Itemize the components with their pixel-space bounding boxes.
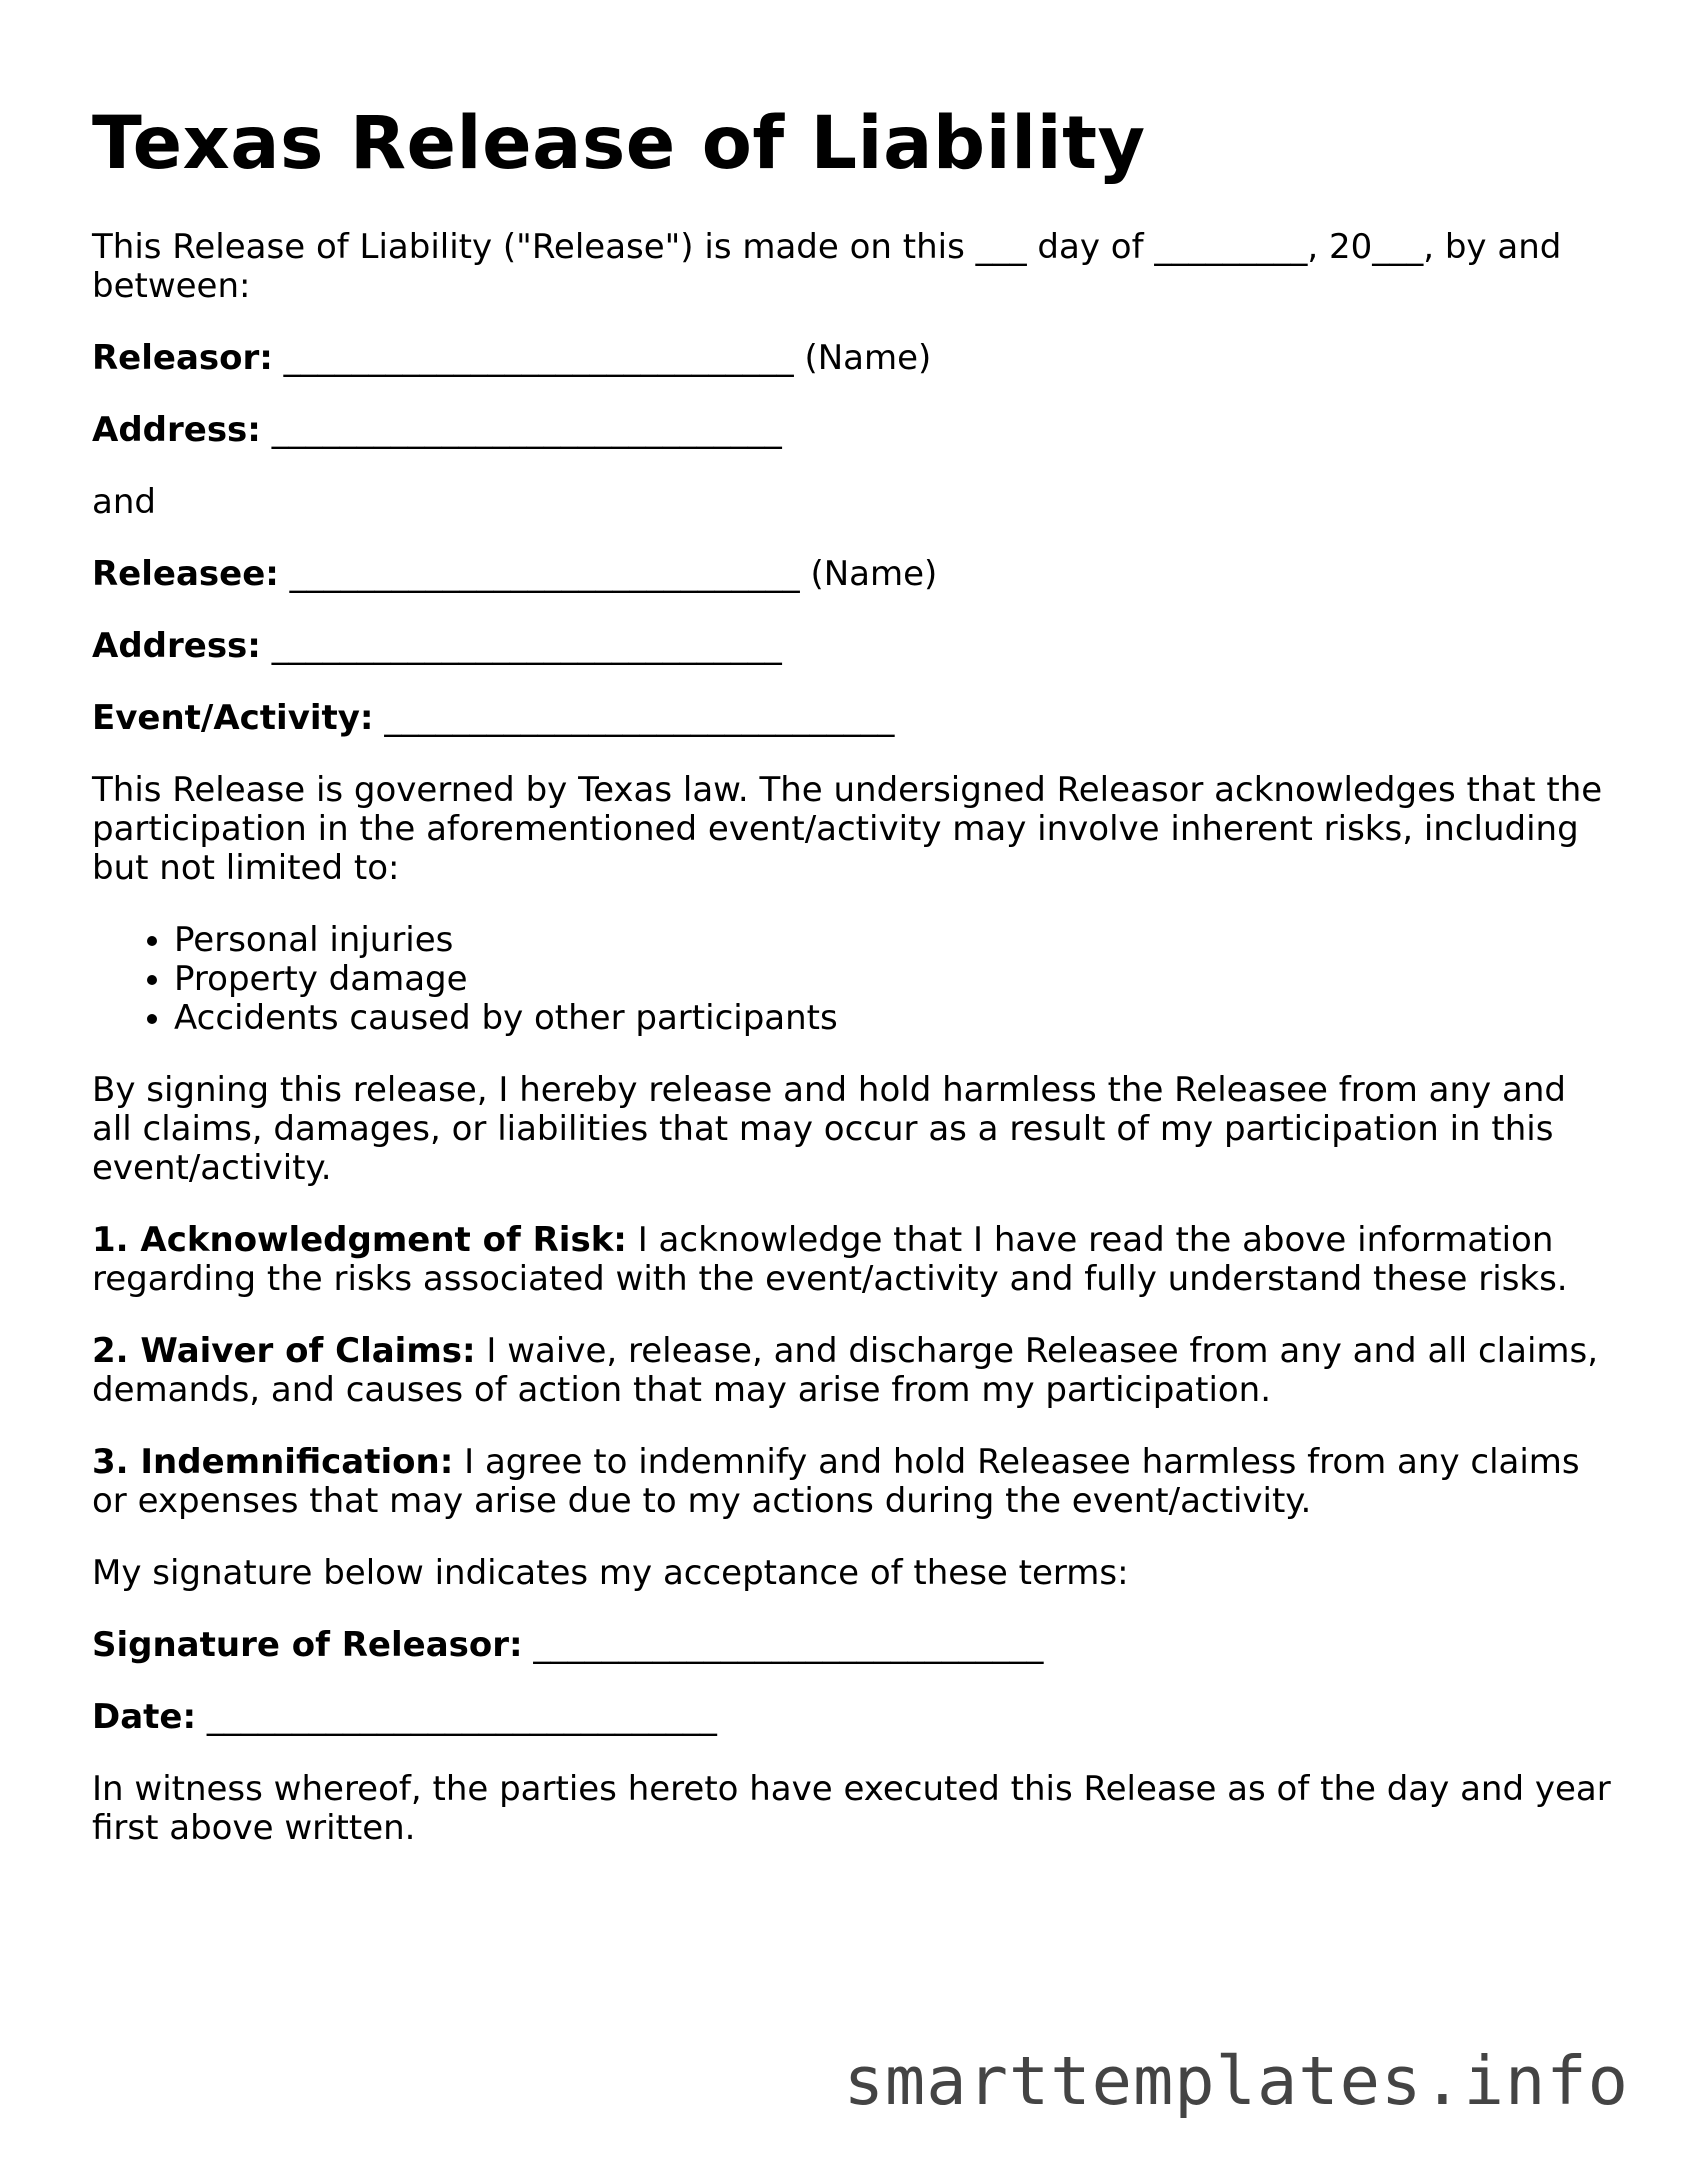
clause-text: I acknowledge that I have read the above information regarding the risks associated with the event/activity and fully understand these risks. [92,1219,1568,1299]
clause-label: 1. Acknowledgment of Risk: [92,1219,627,1260]
clause-text: I agree to indemnify and hold Releasee harmless from any claims or expenses that may arise due to my actions during the event/activity. [92,1441,1580,1521]
watermark: smarttemplates.info [843,2042,1629,2120]
document-title: Texas Release of Liability [92,101,1146,186]
releasee-label: Releasee: [92,553,279,594]
governing-law-paragraph: This Release is governed by Texas law. The undersigned Releasor acknowledges that the participation in the aforementioned event/activity may involve inherent risks, including but not limited to: [92,769,1603,888]
releasor-address-blank: ______________________________ [260,409,782,450]
signature-label: Signature of Releasor: [92,1624,523,1665]
intro-paragraph: This Release of Liability ("Release") is made on this ___ day of _________, 20___, by and between: [92,226,1562,306]
clause-text: I waive, release, and discharge Releasee from any and all claims, demands, and causes of action that may arise from my participation. [92,1330,1599,1410]
releasor-address-field [92,411,1612,450]
clause-label: 3. Indemnification: [92,1441,454,1482]
releasee-address-blank: ______________________________ [260,625,782,666]
clause-label: 2. Waiver of Claims: [92,1330,476,1371]
releasor-blank: ______________________________ (Name) [272,337,932,378]
signature-blank: ______________________________ [522,1624,1044,1665]
witness-paragraph: In witness whereof, the parties hereto have executed this Release as of the day and year first above written. [92,1768,1611,1848]
event-activity-blank: ______________________________ [373,697,895,738]
event-activity-label: Event/Activity: [92,697,374,738]
risks-list [92,921,1612,1038]
releasee-address-label: Address: [92,625,261,666]
releasor-address-label: Address: [92,409,261,450]
releasee-field [92,555,1612,594]
document-page [92,100,1612,1881]
releasor-label: Releasor: [92,337,273,378]
signature-field [92,1626,1612,1665]
date-field [92,1698,1612,1737]
date-blank: ______________________________ [196,1696,717,1737]
list-item: • Personal injuries [174,921,1612,960]
release-statement-paragraph: By signing this release, I hereby release and hold harmless the Releasee from any and all claims, damages, or liabilities that may occur as a result of my participation in this event/activity. [92,1069,1566,1188]
date-label: Date: [92,1696,197,1737]
clause-acknowledgment [92,1221,1612,1299]
event-activity-field [92,699,1612,738]
releasor-field [92,339,1612,378]
list-item: • Property damage [174,960,1612,999]
acceptance-paragraph: My signature below indicates my acceptance of these terms: [92,1552,1129,1593]
releasee-blank: ______________________________ (Name) [278,553,938,594]
releasee-address-field [92,627,1612,666]
clause-waiver [92,1332,1612,1410]
list-item: • Accidents caused by other participants [174,999,1612,1038]
clause-indemnification [92,1443,1612,1521]
and-text: and [92,481,156,522]
